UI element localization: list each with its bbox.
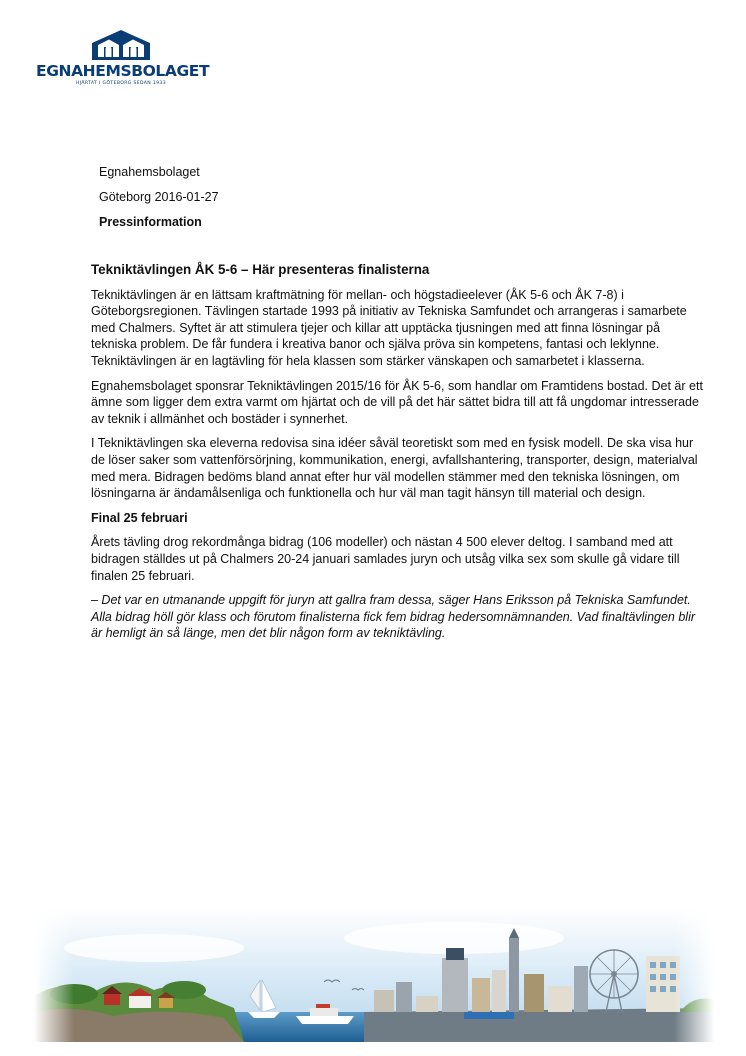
press-release-body bbox=[91, 262, 707, 650]
paragraph-intro: Tekniktävlingen är en lättsam kraftmätning för mellan- och högstadieelever (ÅK 5-6 och ÅK 7-8) i Göteborgsregionen. Tävlingen startade 1993 på initiativ av Tekniska Samfundet och arrangeras i samarbete med Chalmers. Syftet är att stimulera tjejer och killar att upptäcka tjusningen med att finna lösningar på tekniska problem. De får fundera i kreativa banor och själva pröva sin kompetens, fantasi och leklynne. Tekniktävlingen är en lagtävling för hela klassen som stärker vänskapen och samarbetet i klasserna. bbox=[91, 287, 687, 368]
document-type-label: Pressinformation bbox=[99, 215, 202, 229]
paragraph-final: Årets tävling drog rekordmånga bidrag (106 modeller) och nästan 4 500 elever deltog. I samband med att bidragen ställdes ut på Chalmers 20-24 januari samlades juryn och utsåg vilka sex som skulle gå vidare till finalen 25 februari. bbox=[91, 535, 680, 583]
company-name: Egnahemsbolaget bbox=[99, 165, 200, 179]
paragraph-competition: I Tekniktävlingen ska eleverna redovisa sina idéer såväl teoretiskt som med en fysisk modell. De ska visa hur de löser saker som vattenförsörjning, kommunikation, energi, avfallshantering, transporter, design, materialval med mera. Bidragen bedöms bland annat efter hur väl modellen stämmer med den tekniska lösningen, om lösningarna är ändamålsenliga och funktionella och hur väl man tagit hänsyn till material och design. bbox=[91, 436, 698, 501]
city-skyline-banner bbox=[34, 908, 714, 1042]
company-logo bbox=[36, 28, 210, 92]
section-heading-final: Final 25 februari bbox=[91, 510, 188, 525]
logo-wordmark: EGNAHEMSBOLAGET bbox=[36, 62, 210, 80]
quote-paragraph: – Det var en utmanande uppgift för juryn att gallra fram dessa, säger Hans Eriksson på Tekniska Samfundet. Alla bidrag höll gör klass och förutom finalisterna fick fem bidrag hedersomnämnanden. Vad finaltävlingen blir är hemligt än så länge, men det blir någon form av tekniktävling. bbox=[91, 593, 696, 641]
article-title: Tekniktävlingen ÅK 5-6 – Här presenteras finalisterna bbox=[91, 262, 430, 277]
paragraph-sponsor: Egnahemsbolaget sponsrar Tekniktävlingen 2015/16 för ÅK 5-6, som handlar om Framtidens bostad. Det är ett ämne som ligger dem extra varmt om hjärtat och de vill på det här sättet bidra till att få ungdomar intresserade av teknik i allmänhet och bostäder i synnerhet. bbox=[91, 378, 703, 426]
sender-block bbox=[99, 160, 219, 235]
logo-tagline: HJÄRTAT I GÖTEBORG SEDAN 1933 bbox=[76, 81, 166, 86]
house-logo-icon bbox=[88, 28, 154, 62]
place-date: Göteborg 2016-01-27 bbox=[99, 190, 219, 204]
